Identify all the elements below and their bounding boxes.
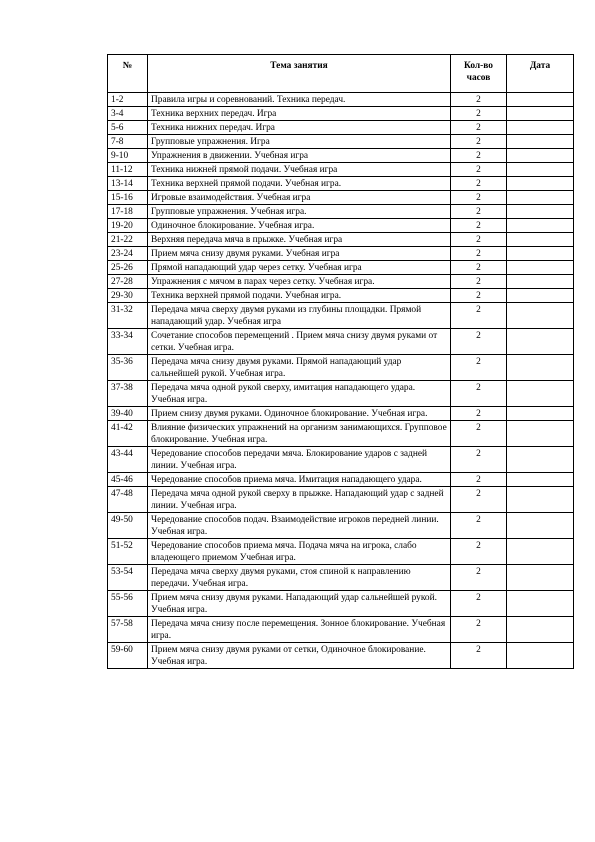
row-hours: 2 xyxy=(451,289,507,303)
row-hours: 2 xyxy=(451,247,507,261)
row-topic: Чередование способов приема мяча. Подача мяча на игрока, слабо владеющего приемом Учебная игра. xyxy=(148,539,451,565)
row-date xyxy=(507,381,574,407)
header-number: № xyxy=(108,55,148,93)
table-row xyxy=(108,355,574,381)
row-number: 21-22 xyxy=(108,233,148,247)
row-topic: Упражнения с мячом в парах через сетку. Учебная игра. xyxy=(148,275,451,289)
row-hours: 2 xyxy=(451,447,507,473)
table-row xyxy=(108,233,574,247)
table-row xyxy=(108,163,574,177)
table-row xyxy=(108,275,574,289)
table-row xyxy=(108,135,574,149)
row-number: 13-14 xyxy=(108,177,148,191)
row-date xyxy=(507,261,574,275)
row-topic: Прием снизу двумя руками. Одиночное блокирование. Учебная игра. xyxy=(148,407,451,421)
row-date xyxy=(507,205,574,219)
header-hours: Кол-во часов xyxy=(451,55,507,93)
row-date xyxy=(507,219,574,233)
row-topic: Передача мяча одной рукой сверху в прыжке. Нападающий удар с задней линии. Учебная игра. xyxy=(148,487,451,513)
row-date xyxy=(507,233,574,247)
row-hours: 2 xyxy=(451,275,507,289)
row-date xyxy=(507,421,574,447)
row-number: 39-40 xyxy=(108,407,148,421)
row-date xyxy=(507,617,574,643)
row-number: 7-8 xyxy=(108,135,148,149)
row-number: 29-30 xyxy=(108,289,148,303)
row-date xyxy=(507,407,574,421)
row-topic: Техника нижних передач. Игра xyxy=(148,121,451,135)
row-topic: Техника нижней прямой подачи. Учебная игра xyxy=(148,163,451,177)
row-topic: Передача мяча одной рукой сверху, имитация нападающего удара. Учебная игра. xyxy=(148,381,451,407)
table-row xyxy=(108,107,574,121)
row-topic: Групповые упражнения. Игра xyxy=(148,135,451,149)
row-hours: 2 xyxy=(451,107,507,121)
row-hours: 2 xyxy=(451,261,507,275)
table-row xyxy=(108,421,574,447)
table-row xyxy=(108,149,574,163)
table-header-row xyxy=(108,55,574,93)
row-date xyxy=(507,329,574,355)
row-hours: 2 xyxy=(451,233,507,247)
table-row xyxy=(108,539,574,565)
row-number: 59-60 xyxy=(108,643,148,669)
row-number: 55-56 xyxy=(108,591,148,617)
table-row xyxy=(108,447,574,473)
lesson-plan-table xyxy=(107,54,574,669)
row-number: 23-24 xyxy=(108,247,148,261)
row-number: 3-4 xyxy=(108,107,148,121)
row-hours: 2 xyxy=(451,177,507,191)
row-date xyxy=(507,135,574,149)
row-date xyxy=(507,513,574,539)
row-hours: 2 xyxy=(451,329,507,355)
table-row xyxy=(108,205,574,219)
row-hours: 2 xyxy=(451,219,507,233)
row-topic: Прием мяча снизу двумя руками. Учебная игра xyxy=(148,247,451,261)
table-row xyxy=(108,487,574,513)
row-hours: 2 xyxy=(451,205,507,219)
row-number: 47-48 xyxy=(108,487,148,513)
row-topic: Влияние физических упражнений на организм занимающихся. Групповое блокирование. Учебная игра. xyxy=(148,421,451,447)
row-hours: 2 xyxy=(451,539,507,565)
row-date xyxy=(507,289,574,303)
row-number: 15-16 xyxy=(108,191,148,205)
row-number: 51-52 xyxy=(108,539,148,565)
row-date xyxy=(507,591,574,617)
table-row xyxy=(108,407,574,421)
table-row xyxy=(108,303,574,329)
row-date xyxy=(507,565,574,591)
row-topic: Чередование способов приема мяча. Имитация нападающего удара. xyxy=(148,473,451,487)
row-hours: 2 xyxy=(451,591,507,617)
row-number: 25-26 xyxy=(108,261,148,275)
row-topic: Правила игры и соревнований. Техника передач. xyxy=(148,93,451,107)
row-topic: Техника верхней прямой подачи. Учебная игра. xyxy=(148,289,451,303)
row-topic: Верхняя передача мяча в прыжке. Учебная игра xyxy=(148,233,451,247)
row-hours: 2 xyxy=(451,617,507,643)
table-row xyxy=(108,219,574,233)
row-hours: 2 xyxy=(451,135,507,149)
table-row xyxy=(108,617,574,643)
header-topic: Тема занятия xyxy=(148,55,451,93)
row-date xyxy=(507,355,574,381)
row-topic: Прямой нападающий удар через сетку. Учебная игра xyxy=(148,261,451,275)
row-date xyxy=(507,177,574,191)
table-row xyxy=(108,565,574,591)
row-hours: 2 xyxy=(451,149,507,163)
row-date xyxy=(507,93,574,107)
row-number: 35-36 xyxy=(108,355,148,381)
row-hours: 2 xyxy=(451,93,507,107)
row-date xyxy=(507,275,574,289)
row-hours: 2 xyxy=(451,421,507,447)
row-number: 31-32 xyxy=(108,303,148,329)
table-row xyxy=(108,643,574,669)
table-row xyxy=(108,177,574,191)
table-row xyxy=(108,191,574,205)
row-date xyxy=(507,303,574,329)
row-number: 57-58 xyxy=(108,617,148,643)
row-number: 19-20 xyxy=(108,219,148,233)
table-row xyxy=(108,261,574,275)
row-topic: Прием мяча снизу двумя руками. Нападающий удар сальнейшей рукой. Учебная игра. xyxy=(148,591,451,617)
row-date xyxy=(507,121,574,135)
row-hours: 2 xyxy=(451,355,507,381)
row-number: 1-2 xyxy=(108,93,148,107)
row-hours: 2 xyxy=(451,303,507,329)
row-date xyxy=(507,191,574,205)
row-date xyxy=(507,447,574,473)
row-number: 11-12 xyxy=(108,163,148,177)
row-number: 9-10 xyxy=(108,149,148,163)
table-row xyxy=(108,289,574,303)
row-hours: 2 xyxy=(451,473,507,487)
row-topic: Игровые взаимодействия. Учебная игра xyxy=(148,191,451,205)
table-row xyxy=(108,473,574,487)
row-date xyxy=(507,487,574,513)
row-hours: 2 xyxy=(451,191,507,205)
row-number: 33-34 xyxy=(108,329,148,355)
row-topic: Чередование способов передачи мяча. Блокирование ударов с задней линии. Учебная игра. xyxy=(148,447,451,473)
row-number: 53-54 xyxy=(108,565,148,591)
row-topic: Упражнения в движении. Учебная игра xyxy=(148,149,451,163)
row-topic: Прием мяча снизу двумя руками от сетки, Одиночное блокирование. Учебная игра. xyxy=(148,643,451,669)
table-row xyxy=(108,513,574,539)
row-topic: Техника верхних передач. Игра xyxy=(148,107,451,121)
row-date xyxy=(507,643,574,669)
row-date xyxy=(507,539,574,565)
header-date: Дата xyxy=(507,55,574,93)
row-date xyxy=(507,247,574,261)
table-row xyxy=(108,329,574,355)
row-hours: 2 xyxy=(451,513,507,539)
row-number: 41-42 xyxy=(108,421,148,447)
table-row xyxy=(108,121,574,135)
row-topic: Передача мяча снизу двумя руками. Прямой нападающий удар сальнейшей рукой. Учебная игра. xyxy=(148,355,451,381)
row-number: 27-28 xyxy=(108,275,148,289)
row-number: 37-38 xyxy=(108,381,148,407)
table-row xyxy=(108,247,574,261)
row-hours: 2 xyxy=(451,643,507,669)
row-number: 45-46 xyxy=(108,473,148,487)
table-row xyxy=(108,591,574,617)
table-row xyxy=(108,381,574,407)
row-topic: Передача мяча сверху двумя руками, стоя спиной к направлению передачи. Учебная игра. xyxy=(148,565,451,591)
row-topic: Техника верхней прямой подачи. Учебная игра. xyxy=(148,177,451,191)
row-date xyxy=(507,107,574,121)
row-topic: Передача мяча снизу после перемещения. Зонное блокирование. Учебная игра. xyxy=(148,617,451,643)
row-date xyxy=(507,149,574,163)
row-hours: 2 xyxy=(451,407,507,421)
row-hours: 2 xyxy=(451,565,507,591)
row-topic: Передача мяча сверху двумя руками из глубины площадки. Прямой нападающий удар. Учебная игра xyxy=(148,303,451,329)
row-hours: 2 xyxy=(451,487,507,513)
row-date xyxy=(507,163,574,177)
row-number: 43-44 xyxy=(108,447,148,473)
row-number: 49-50 xyxy=(108,513,148,539)
row-date xyxy=(507,473,574,487)
row-hours: 2 xyxy=(451,121,507,135)
row-number: 5-6 xyxy=(108,121,148,135)
row-number: 17-18 xyxy=(108,205,148,219)
row-topic: Одиночное блокирование. Учебная игра. xyxy=(148,219,451,233)
row-topic: Чередование способов подач. Взаимодействие игроков передней линии. Учебная игра. xyxy=(148,513,451,539)
row-topic: Сочетание способов перемещений . Прием мяча снизу двумя руками от сетки. Учебная игра. xyxy=(148,329,451,355)
row-hours: 2 xyxy=(451,163,507,177)
row-topic: Групповые упражнения. Учебная игра. xyxy=(148,205,451,219)
table-row xyxy=(108,93,574,107)
row-hours: 2 xyxy=(451,381,507,407)
